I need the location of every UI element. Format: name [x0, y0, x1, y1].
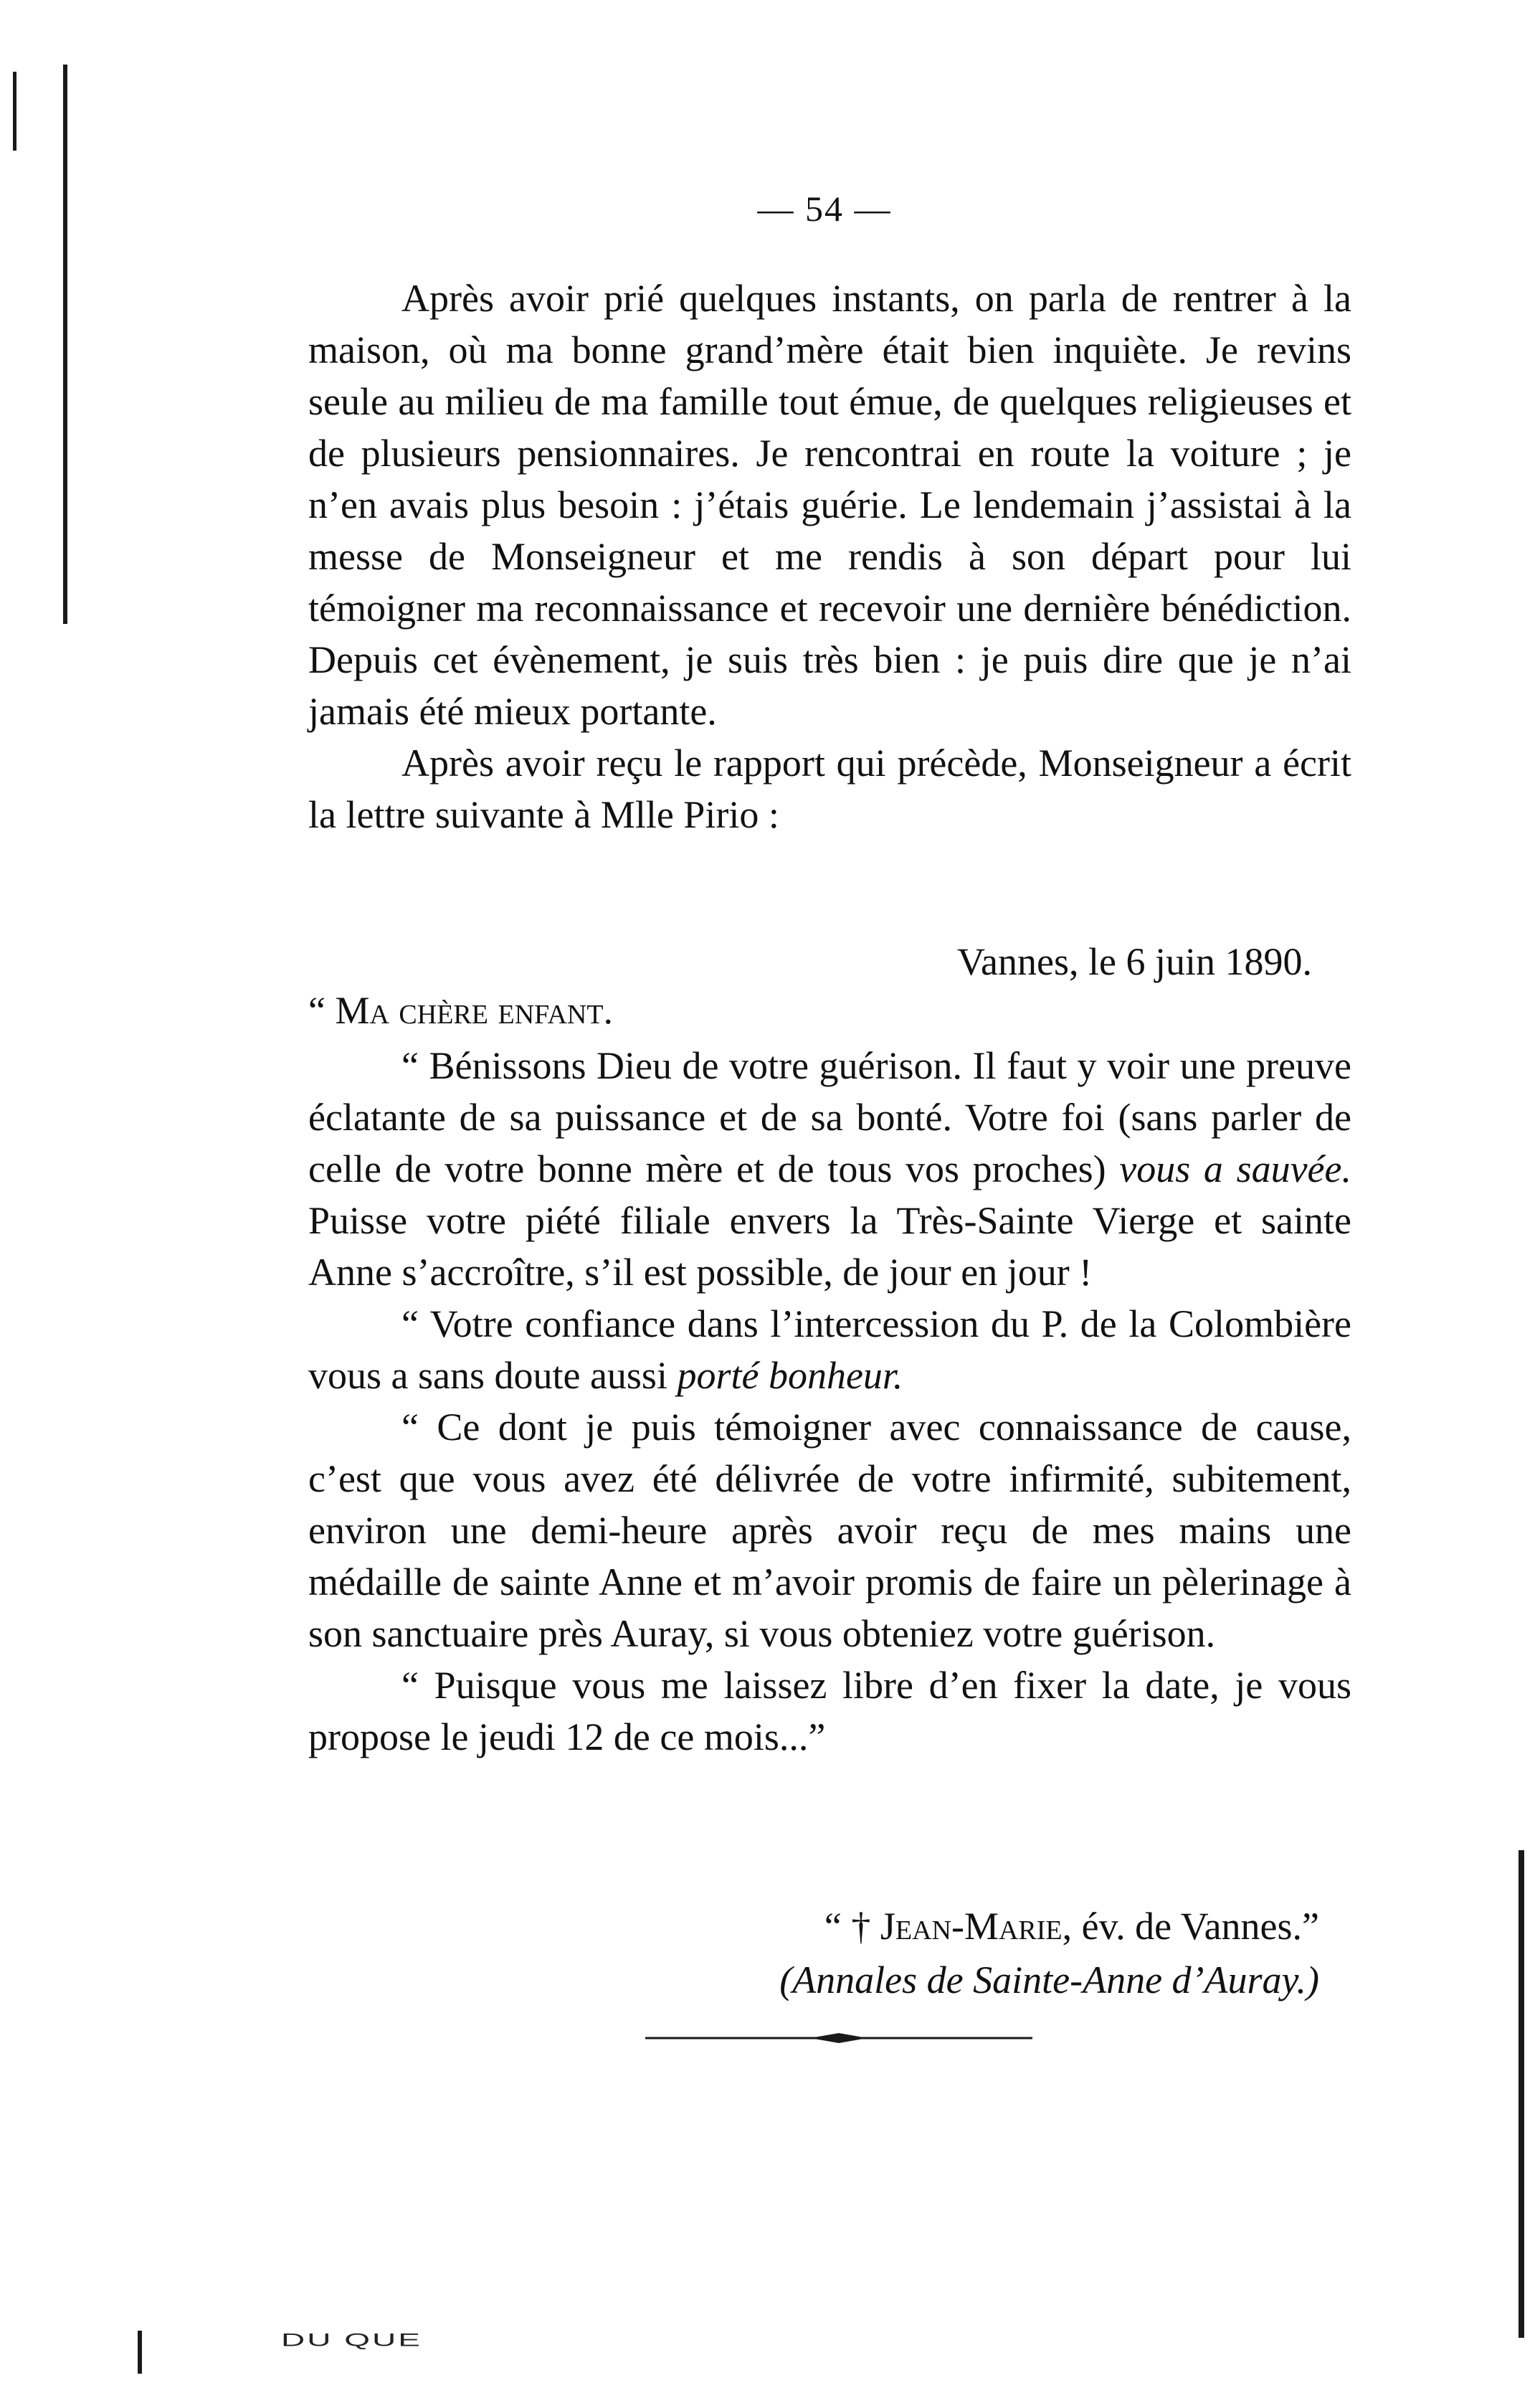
scan-edge-mark-right [1518, 1850, 1524, 2338]
letter-p2-text: “ Votre confiance dans l’intercession du P. de la Colombière vous a sans doute aussi [308, 1302, 1351, 1397]
scan-edge-mark-left-small [13, 72, 16, 151]
paragraph-1: Après avoir prié quelques instants, on parla de rentrer à la maison, où ma bonne grand’mère était bien inquiète. Je revins seule au milieu de ma famille tout émue, de quelques religieuses et de plusieurs pensionnaires. Je rencontrai en route la voiture ; je n’en avais plus besoin : j’étais guérie. Le lendemain j’assistai à la messe de Monseigneur et me rendis à son départ pour lui témoigner ma reconnaissance et recevoir une dernière bénédiction. Depuis cet évènement, je suis très bien : je puis dire que je n’ai jamais été mieux portante. [308, 277, 1351, 733]
scan-edge-mark-bottom-left [138, 2331, 142, 2374]
letter-p1-text-after: Puisse votre piété filiale envers la Très-Sainte Vierge et sainte Anne s’accroître, s’il est possible, de jour en jour ! [308, 1199, 1351, 1294]
signature-name: Jean-Marie, [880, 1905, 1073, 1948]
letter-place-date: Vannes, le 6 juin 1890. [957, 940, 1312, 983]
letter-paragraph-4: “ Puisque vous me laissez libre d’en fixer la date, je vous propose le jeudi 12 de ce mois...” [308, 1664, 1351, 1758]
letter-p1-text: “ Bénissons Dieu de votre guérison. Il faut y voir une preuve éclatante de sa puissance et de sa bonté. Votre foi (sans parler de celle de votre bonne mère et de tous vos proches) [308, 1044, 1351, 1190]
bottom-cropped-text: DU QUE [281, 2329, 422, 2351]
ornamental-rule [645, 2031, 1032, 2045]
letter-paragraph-3: “ Ce dont je puis témoigner avec connaissance de cause, c’est que vous avez été délivrée de votre infirmité, subitement, environ une demi-heure après avoir reçu de mes mains une médaille de sainte Anne et m’avoir promis de faire un pèlerinage à son sanctuaire près Auray, si vous obteniez votre guérison. [308, 1406, 1351, 1655]
source-citation: (Annales de Sainte-Anne d’Auray.) [779, 1958, 1319, 2001]
letter-paragraph-1 [308, 1040, 1351, 1298]
letter-p2-italic: porté bonheur. [677, 1354, 903, 1397]
scan-edge-mark-left [63, 65, 67, 624]
signature-prefix: “ † [824, 1905, 880, 1948]
letter-signature [688, 1904, 1319, 1948]
letter-body [308, 1040, 1351, 1763]
paragraph-2: Après avoir reçu le rapport qui précède, Monseigneur a écrit la lettre suivante à Mlle Pirio : [308, 742, 1351, 836]
letter-salutation: “ Ma chère enfant. [308, 989, 614, 1032]
letter-p1-italic: vous a sauvée. [1119, 1147, 1351, 1190]
page-number: — 54 — [757, 189, 892, 229]
letter-paragraph-2 [308, 1298, 1351, 1401]
signature-suffix: év. de Vannes.” [1072, 1905, 1319, 1948]
body-text [308, 273, 1351, 840]
